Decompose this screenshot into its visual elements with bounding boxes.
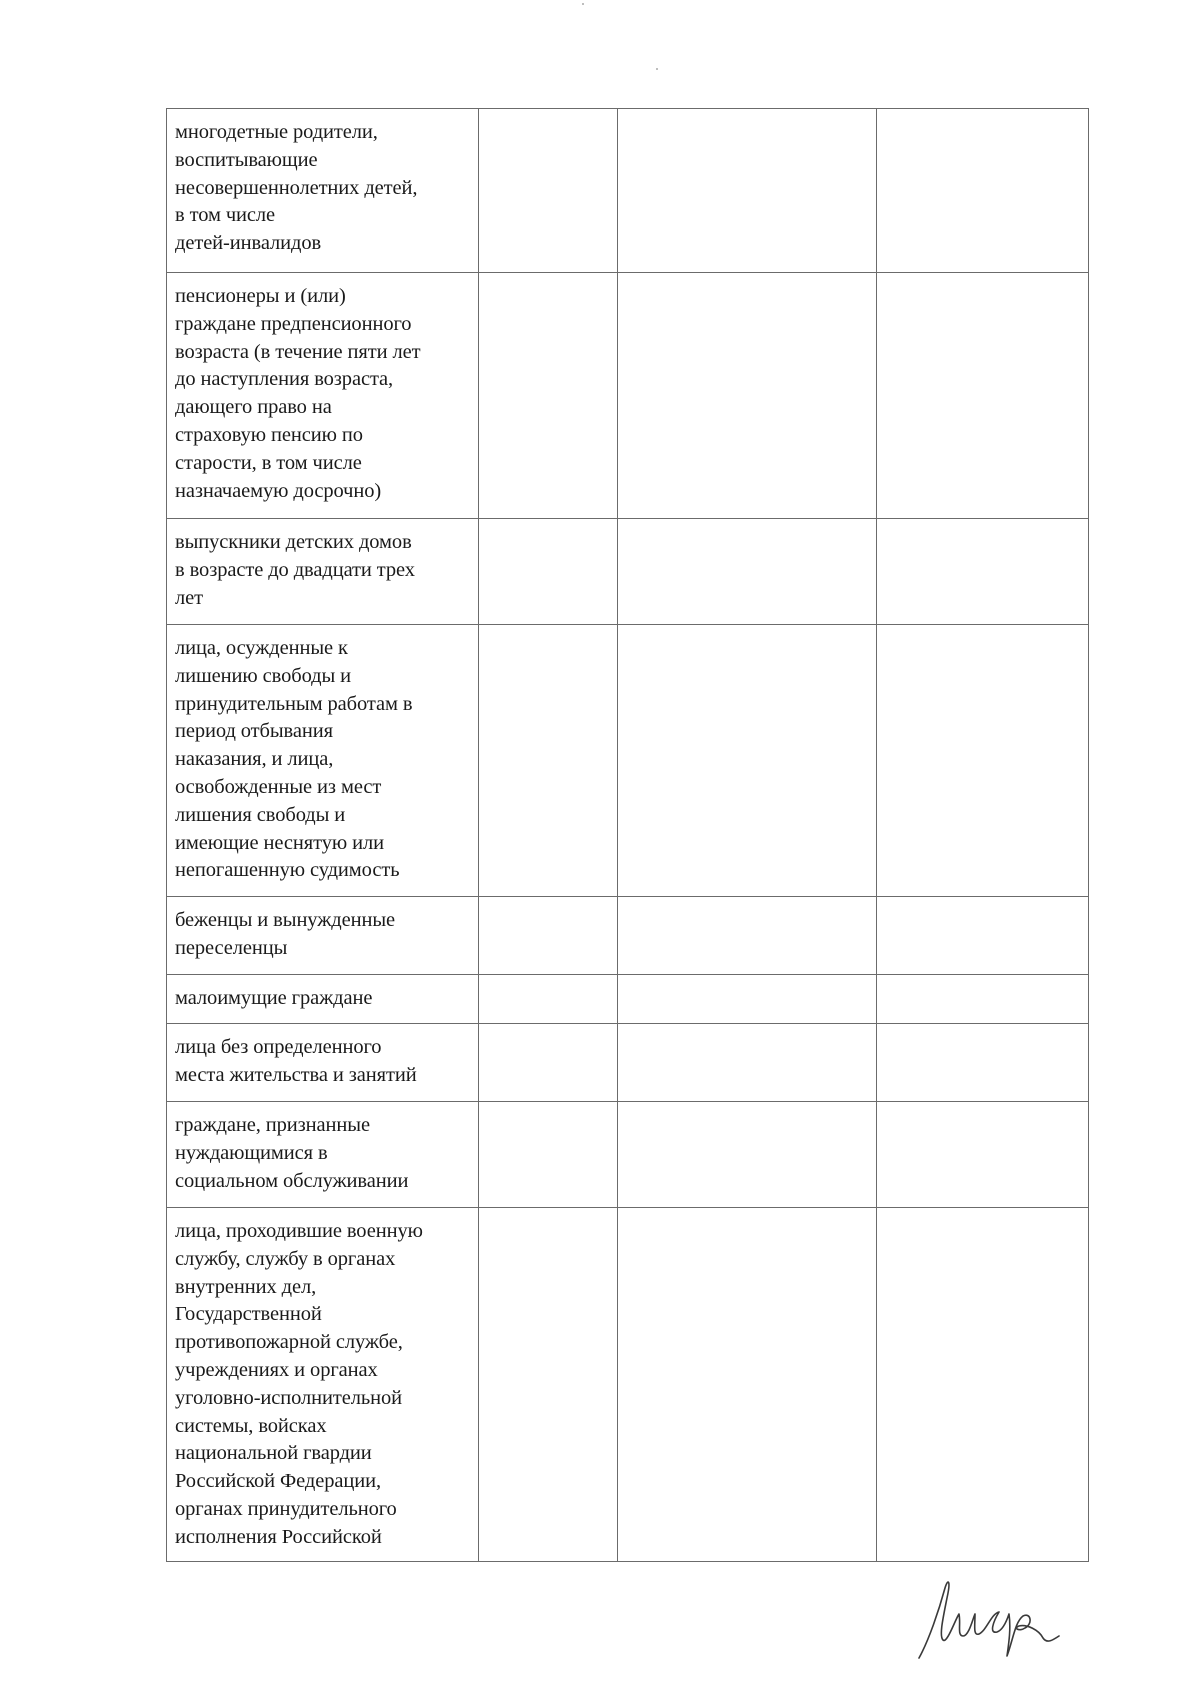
- beneficiary-table: [166, 108, 1089, 1562]
- table-row: [167, 1102, 1089, 1208]
- category-text-line: назначаемую досрочно): [175, 479, 382, 502]
- category-cell: [167, 1208, 479, 1562]
- category-text-line: системы, войсках: [175, 1414, 327, 1437]
- category-text-line: в том числе: [175, 204, 276, 227]
- table-row: [167, 519, 1089, 625]
- category-text-line: противопожарной службе,: [175, 1331, 403, 1354]
- empty-cell: [877, 897, 1089, 975]
- category-text-line: лет: [175, 586, 203, 609]
- category-text-line: малоимущие граждане: [175, 987, 373, 1009]
- scan-speck: [582, 3, 584, 5]
- category-text-line: исполнения Российской: [175, 1525, 382, 1548]
- category-text-line: внутренних дел,: [175, 1275, 317, 1298]
- table-row: [167, 625, 1089, 897]
- table-row: [167, 273, 1089, 519]
- category-cell: [167, 109, 479, 273]
- category-text-line: наказания, и лица,: [175, 748, 334, 771]
- category-text-line: лица, осужденные к: [175, 637, 348, 659]
- category-cell: [167, 625, 479, 897]
- empty-cell: [479, 625, 618, 897]
- empty-cell: [479, 519, 618, 625]
- empty-cell: [618, 273, 877, 519]
- category-text-line: старости, в том числе: [175, 451, 362, 474]
- category-cell: [167, 975, 479, 1024]
- empty-cell: [877, 1102, 1089, 1208]
- empty-cell: [618, 1024, 877, 1102]
- empty-cell: [877, 519, 1089, 625]
- empty-cell: [618, 975, 877, 1024]
- category-text-line: дающего право на: [175, 396, 332, 419]
- category-text-line: граждане, признанные: [175, 1114, 370, 1136]
- table-row: [167, 897, 1089, 975]
- category-text-line: места жительства и занятий: [175, 1063, 417, 1086]
- category-text-line: учреждениях и органах: [175, 1358, 378, 1381]
- category-text-line: несовершеннолетних детей,: [175, 176, 418, 199]
- category-text-line: Российской Федерации,: [175, 1470, 381, 1493]
- category-text-line: Государственной: [175, 1303, 322, 1326]
- category-text-line: лишению свободы и: [175, 664, 352, 687]
- category-text-line: уголовно-исполнительной: [175, 1386, 403, 1409]
- category-text-line: возраста (в течение пяти лет: [175, 340, 421, 363]
- category-cell: [167, 897, 479, 975]
- empty-cell: [479, 109, 618, 273]
- empty-cell: [479, 1208, 618, 1562]
- category-text-line: пенсионеры и (или): [175, 285, 346, 307]
- table-row: [167, 1024, 1089, 1102]
- table-row: [167, 975, 1089, 1024]
- empty-cell: [479, 897, 618, 975]
- empty-cell: [877, 975, 1089, 1024]
- category-text-line: службу, службу в органах: [175, 1247, 396, 1270]
- category-text-line: лишения свободы и: [175, 803, 346, 826]
- empty-cell: [618, 1102, 877, 1208]
- table-row: [167, 1208, 1089, 1562]
- category-text-line: нуждающимися в: [175, 1141, 328, 1164]
- category-text-line: в возрасте до двадцати трех: [175, 558, 415, 581]
- empty-cell: [877, 109, 1089, 273]
- category-text-line: органах принудительного: [175, 1497, 397, 1520]
- empty-cell: [618, 519, 877, 625]
- scan-speck: [656, 68, 658, 70]
- category-cell: [167, 519, 479, 625]
- category-text-line: освобожденные из мест: [175, 775, 382, 798]
- category-cell: [167, 1102, 479, 1208]
- category-text-line: выпускники детских домов: [175, 531, 412, 553]
- empty-cell: [618, 897, 877, 975]
- empty-cell: [618, 1208, 877, 1562]
- category-text-line: воспитывающие: [175, 148, 318, 171]
- handwritten-signature: [915, 1570, 1065, 1665]
- empty-cell: [877, 625, 1089, 897]
- signature-stroke: [919, 1582, 1059, 1658]
- category-text-line: лица, проходившие военную: [175, 1220, 423, 1242]
- category-text-line: принудительным работам в: [175, 692, 413, 715]
- category-text-line: период отбывания: [175, 720, 333, 743]
- category-cell: [167, 273, 479, 519]
- empty-cell: [877, 273, 1089, 519]
- empty-cell: [877, 1024, 1089, 1102]
- category-text-line: непогашенную судимость: [175, 859, 400, 882]
- category-text-line: до наступления возраста,: [175, 368, 394, 391]
- empty-cell: [479, 975, 618, 1024]
- empty-cell: [479, 1102, 618, 1208]
- table-row: [167, 109, 1089, 273]
- empty-cell: [479, 273, 618, 519]
- empty-cell: [618, 625, 877, 897]
- category-text-line: переселенцы: [175, 936, 288, 959]
- category-text-line: страховую пенсию по: [175, 423, 363, 446]
- category-text-line: беженцы и вынужденные: [175, 909, 395, 931]
- category-text-line: социальном обслуживании: [175, 1169, 409, 1192]
- empty-cell: [877, 1208, 1089, 1562]
- category-cell: [167, 1024, 479, 1102]
- category-text-line: детей-инвалидов: [175, 232, 322, 255]
- category-text-line: граждане предпенсионного: [175, 312, 412, 335]
- category-text-line: имеющие неснятую или: [175, 831, 384, 854]
- category-text-line: национальной гвардии: [175, 1442, 372, 1465]
- category-text-line: лица без определенного: [175, 1036, 382, 1058]
- empty-cell: [479, 1024, 618, 1102]
- empty-cell: [618, 109, 877, 273]
- category-text-line: многодетные родители,: [175, 121, 378, 143]
